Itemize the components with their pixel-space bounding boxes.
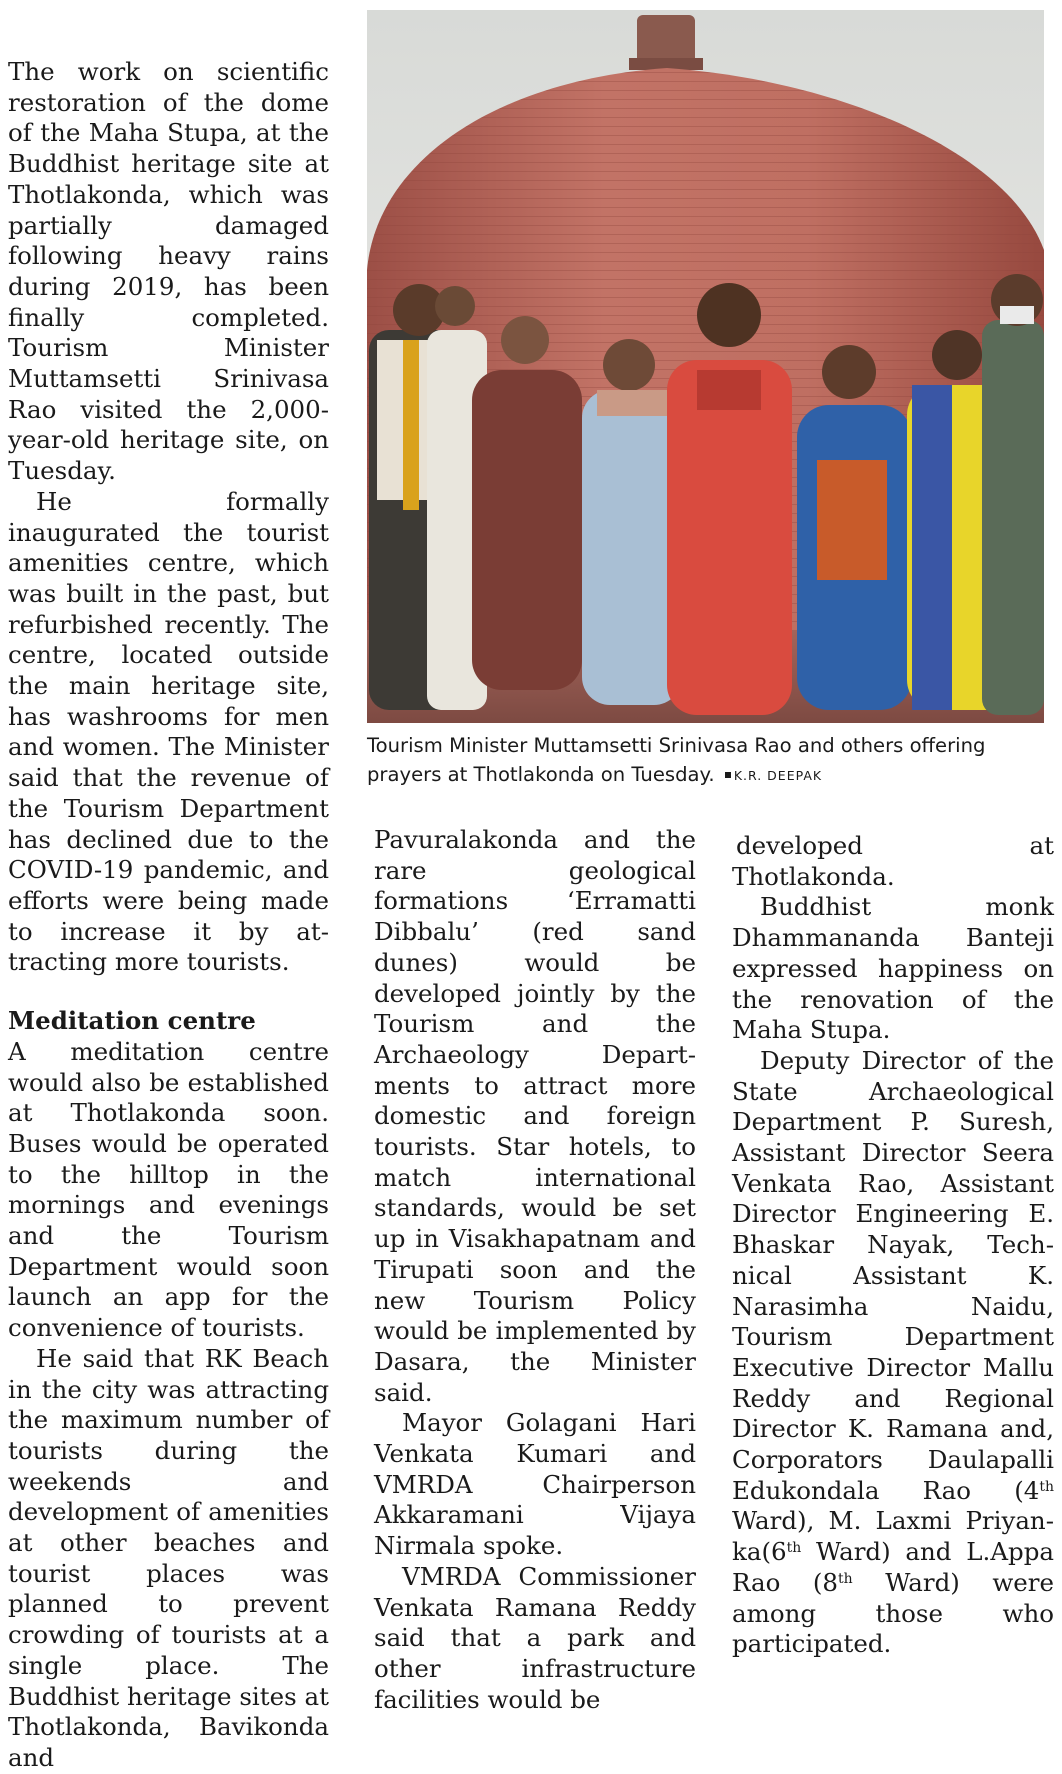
article-paragraph: Mayor Golagani Hari Venkata Kumari and VMRDA Chairperson Akkaramani Vijaya Nirmala spoke.	[374, 1408, 696, 1561]
caption-text: Tourism Minister Muttamsetti Srinivasa Rao and others offering prayers at Thotlakonda on Tuesday.	[367, 734, 986, 786]
stupa-photo-illustration	[367, 10, 1044, 723]
article-paragraph	[732, 1046, 1054, 1660]
superscript: th	[838, 1570, 853, 1587]
article-paragraph: developed at Thotlakonda.	[732, 831, 1054, 891]
article-paragraph: A meditation centre would also be established at Thotlakonda soon. Buses would be operated to the hilltop in the mornings and evenings and the Tourism Department would soon launch an app for the convenience of tourists.	[8, 1036, 329, 1343]
article-paragraph: VMRDA Commissioner Venkata Ramana Reddy said that a park and other infrastructure facilities would be	[374, 1561, 696, 1714]
subheading: Meditation centre	[8, 1006, 256, 1036]
text-run: Deputy Director of the State Archaeological Department P. Suresh, Assistant Director Seera Venkata Rao, Assistant Director Engineering E. Bhaskar Nayak, Technical Assistant K. Narasimha Naidu, Tourism Department Executive Director Mallu Reddy and Regional Director K. Ramana and, Corporators Daulapalli Edukondala Rao (4	[732, 1045, 1054, 1505]
news-photo	[367, 10, 1044, 723]
text-run: Ward) and L.Appa Rao (8	[732, 1537, 1054, 1597]
photo-caption	[367, 731, 1057, 790]
article-paragraph: He said that RK Beach in the city was attracting the maximum number of tourists during the weekends and development of amenities at other beaches and tourist places was planned to prevent crowding of tourists at a single place. The Buddhist heritage sites at Thotlakonda, Bavikonda and	[8, 1343, 329, 1772]
article-column-1	[8, 57, 329, 1774]
superscript: th	[786, 1540, 802, 1557]
photo-credit: K.R. DEEPAK	[733, 768, 823, 783]
article-column-2	[374, 825, 696, 1715]
article-column-3	[732, 831, 1054, 1660]
superscript: th	[1039, 1478, 1054, 1495]
credit-marker-icon	[725, 772, 731, 778]
text-run: Ward) were among those who participated.	[732, 1567, 1054, 1659]
article-paragraph: Pavuralakonda and the rare geological formations ‘Erramatti Dibbalu’ (red sand dunes) would be developed jointly by the Tourism and the Archaeology Departments to attract more domestic and foreign tourists. Star hotels, to match international standards, would be set up in Visakhapatnam and Tirupati soon and the new Tourism Policy would be implemented by Dasara, the Minister said.	[374, 825, 696, 1407]
article-paragraph: Buddhist monk Dhammananda Banteji expressed happiness on the renovation of the Maha Stupa.	[732, 892, 1054, 1045]
article-paragraph: He formally inaugurated the tourist amenities centre, which was built in the past, but refurbished recently. The centre, located outside the main heritage site, has washrooms for men and women. The Minister said that the revenue of the Tourism Department has declined due to the COVID-19 pandemic, and efforts were being made to increase it by attracting more tourists.	[8, 486, 329, 977]
article-paragraph: The work on scientific restoration of the dome of the Maha Stupa, at the Buddhist heritage site at Thotlakonda, which was partially damaged following heavy rains during 2019, has been finally completed. Tourism Minister Muttamsetti Srinivasa Rao visited the 2,000-year-old heritage site, on Tuesday.	[8, 57, 329, 486]
text-run: Ward), M. Laxmi Priyanka(6	[732, 1506, 1054, 1567]
